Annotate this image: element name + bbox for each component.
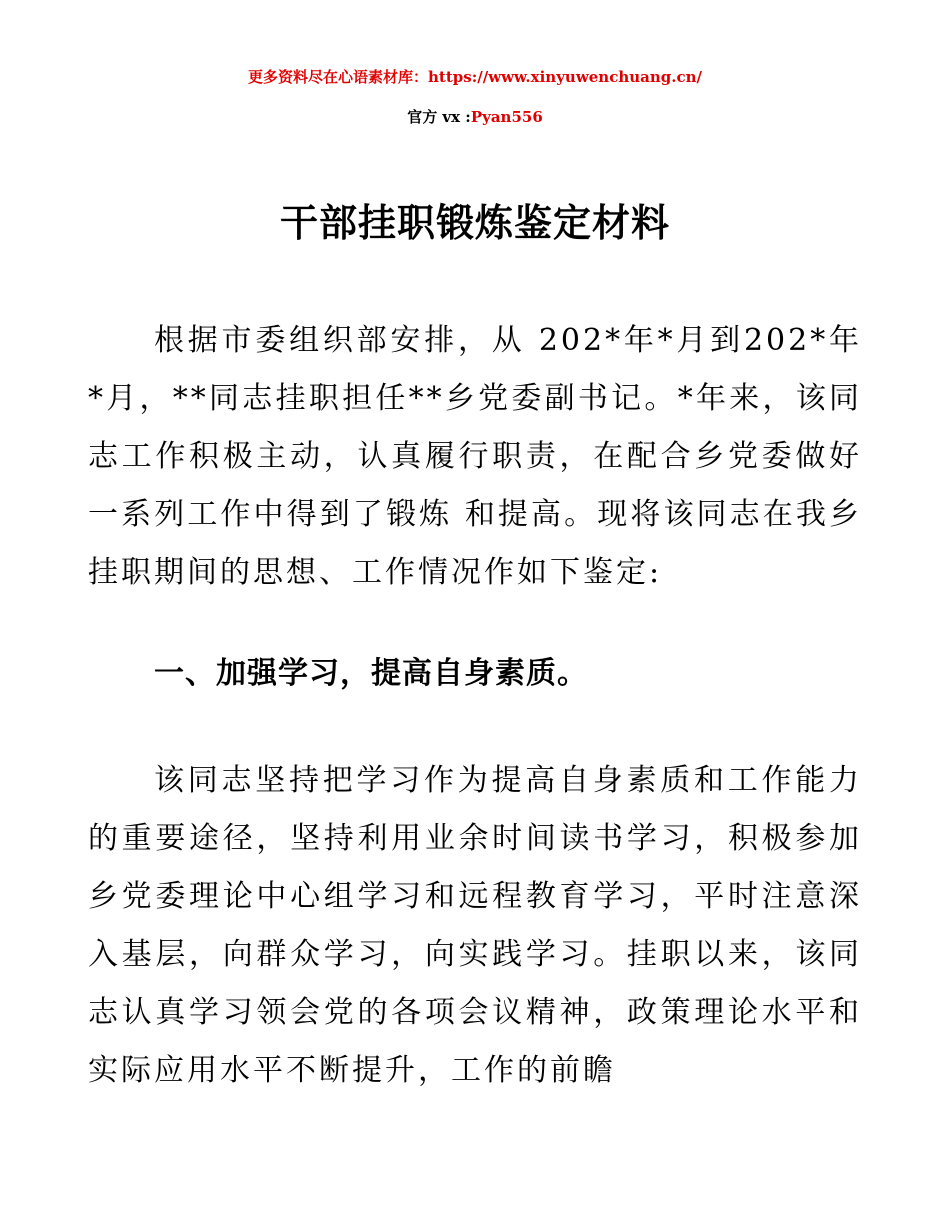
document-title: 干部挂职锻炼鉴定材料 — [279, 200, 670, 245]
section-1-paragraph: 该同志坚持把学习作为提高自身素质和工作能力的重要途径，坚持利用业余时间读书学习，积极参加乡党委理论中心组学习和远程教育学习，平时注意深入基层，向群众学习，向实践学习。挂职以来，该同志认真学习领会党的各项会议精神，政策理论水平和实际应用水平不断提升，工作的前瞻 — [88, 763, 862, 1088]
promo-banner — [0, 66, 950, 88]
contact-label: 官方 vx : — [407, 108, 471, 126]
contact-handle: Pyan556 — [470, 108, 543, 126]
section-1-heading: 一、加强学习，提高自身素质。 — [154, 656, 588, 691]
intro-paragraph: 根据市委组织部安排，从 202*年*月到202*年*月，**同志挂职担任**乡党委副书记。*年来，该同志工作积极主动，认真履行职责，在配合乡党委做好一系列工作中得到了锻炼 和提高。现将该同志在我乡挂职期间的思想、工作情况作如下鉴定: — [88, 323, 862, 590]
promo-label: 更多资料尽在心语素材库： — [248, 68, 429, 86]
promo-url-link[interactable]: https://www.xinyuwenchuang.cn/ — [428, 68, 702, 86]
contact-line — [0, 106, 950, 128]
